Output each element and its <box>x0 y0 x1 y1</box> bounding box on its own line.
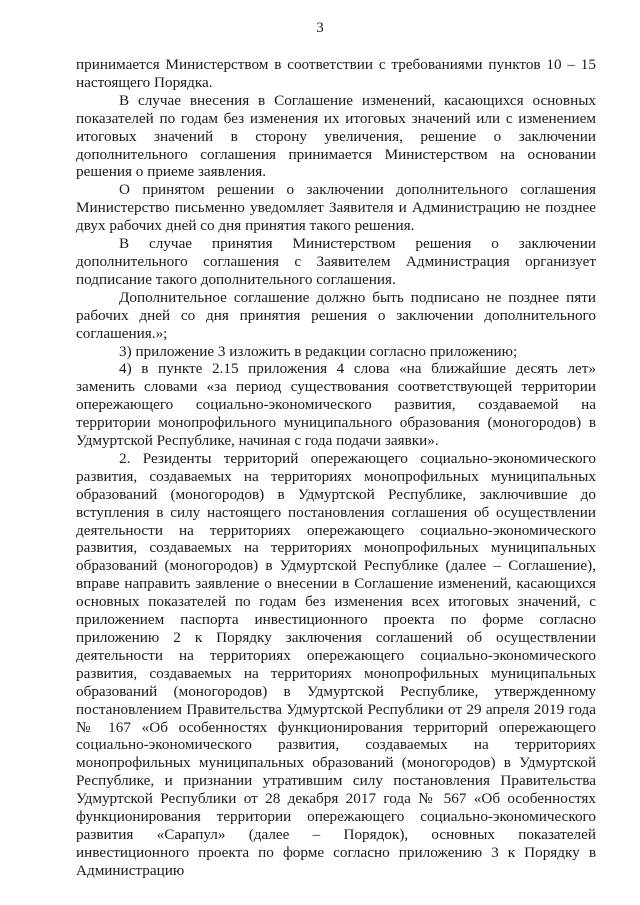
paragraph: 4) в пункте 2.15 приложения 4 слова «на ближайшие десять лет» заменить словами «за период существования соответствующей территории опережающего социально-экономического развития, создаваемой на территории монопрофильного муниципального образования (моногородов) в Удмуртской Республике, начиная с года подачи заявки». <box>76 360 596 450</box>
paragraph: 3) приложение 3 изложить в редакции согласно приложению; <box>119 342 518 360</box>
paragraph: В случае внесения в Соглашение изменений, касающихся основных показателей по годам без изменения их итоговых значений или с изменением итоговых значений в сторону увеличения, решение о заключении дополнительного соглашения принимается Министерством на основании решения о приеме заявления. <box>76 91 596 181</box>
page-number: 3 <box>316 20 324 36</box>
paragraph: О принятом решении о заключении дополнительного соглашения Министерство письменно уведомляет Заявителя и Администрацию не позднее двух рабочих дней со дня принятия такого решения. <box>76 181 596 235</box>
paragraph: 2. Резиденты территорий опережающего социально-экономического развития, создаваемых на территориях монопрофильных муниципальных образований (моногородов) в Удмуртской Республике, заключившие до вступления в силу настоящего постановления соглашения об осуществлении деятельности на территориях опережающего социально-экономического развития, создаваемых на территориях монопрофильных муниципальных образований (моногородов) в Удмуртской Республике (далее – Соглашение), вправе направить заявление о внесении в Соглашение изменений, касающихся основных показателей по годам без изменения всех итоговых значений, с приложением паспорта инвестиционного проекта по форме согласно приложению 2 к Порядку заключения соглашений об осуществлении деятельности на территориях опережающего социально-экономического развития, создаваемых на территориях монопрофильных муниципальных образований (моногородов) в Удмуртской Республике, утвержденному постановлением Правительства Удмуртской Республики от 29 апреля 2019 года № 167 «Об особенностях функционирования территорий опережающего социально-экономического развития, создаваемых на территориях монопрофильных муниципальных образований (моногородов) в Удмуртской Республике, и признании утратившим силу постановления Правительства Удмуртской Республики от 28 декабря 2017 года № 567 «Об особенностях функционирования территории опережающего социально-экономического развития «Сарапул» (далее – Порядок), основных показателей инвестиционного проекта по форме согласно приложению 3 к Порядку в Администрацию <box>76 449 596 879</box>
paragraph: принимается Министерством в соответствии с требованиями пунктов 10 – 15 настоящего Порядка. <box>76 56 596 91</box>
paragraph: В случае принятия Министерством решения о заключении дополнительного соглашения с Заявителем Администрация организует подписание такого дополнительного соглашения. <box>76 235 596 288</box>
paragraph: Дополнительное соглашение должно быть подписано не позднее пяти рабочих дней со дня принятия решения о заключении дополнительного соглашения.»; <box>76 288 596 342</box>
document-body <box>76 56 596 880</box>
